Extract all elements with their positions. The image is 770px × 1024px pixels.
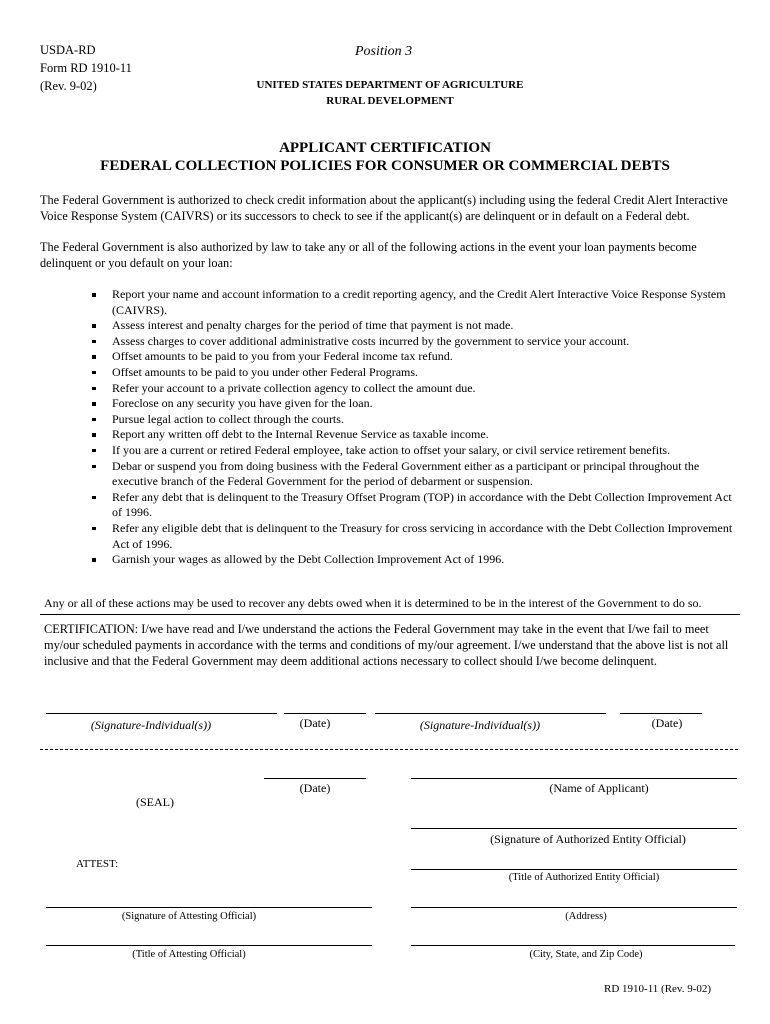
name-of-applicant-line[interactable] — [411, 778, 737, 779]
address-label: (Address) — [565, 911, 607, 922]
date-label-1: (Date) — [299, 716, 331, 730]
list-item: If you are a current or retired Federal employee, take action to offset your salary, or civil service retirement benefits. — [88, 443, 738, 459]
signature-individual-line-1[interactable] — [46, 713, 277, 714]
list-item: Offset amounts to be paid to you under other Federal Programs. — [88, 365, 738, 381]
title-authorized-official-line[interactable] — [411, 869, 737, 870]
credit-check-paragraph: The Federal Government is authorized to check credit information about the applicant(s) including using the federal Credit Alert Interactive Voice Response System (CAIVRS) or its successors to check to see if the applicant(s) are delinquent or in default on a Federal debt. — [40, 193, 728, 223]
date-line-1[interactable] — [284, 713, 366, 714]
page-subtitle: FEDERAL COLLECTION POLICIES FOR CONSUMER OR COMMERCIAL DEBTS — [100, 158, 670, 174]
list-item: Refer your account to a private collection agency to collect the amount due. — [88, 381, 738, 397]
signature-individual-label-2: (Signature-Individual(s)) — [419, 718, 541, 732]
certification-statement: CERTIFICATION: I/we have read and I/we understand the actions the Federal Government may take in the event that I/we fail to meet my/our scheduled payments in accordance with the terms and conditions of my/our agreement. I/we understand that the above list is not all inclusive and that the Federal Government may deem additional actions necessary to collect should I/we become delinquent. — [44, 622, 729, 668]
page-title: APPLICANT CERTIFICATION — [279, 140, 491, 156]
list-item: Pursue legal action to collect through the courts. — [88, 412, 738, 428]
signature-attesting-official-line[interactable] — [46, 907, 372, 908]
name-of-applicant-label: (Name of Applicant) — [549, 781, 649, 795]
list-item: Assess interest and penalty charges for the period of time that payment is not made. — [88, 318, 738, 334]
title-authorized-official-label: (Title of Authorized Entity Official) — [508, 872, 660, 883]
list-item: Assess charges to cover additional administrative costs incurred by the government to service your account. — [88, 334, 738, 350]
list-item: Garnish your wages as allowed by the Debt Collection Improvement Act of 1996. — [88, 552, 738, 568]
form-footer: RD 1910-11 (Rev. 9-02) — [604, 983, 712, 995]
date-line-2[interactable] — [620, 713, 702, 714]
list-item: Refer any debt that is delinquent to the Treasury Offset Program (TOP) in accordance with the Debt Collection Improvement Act of 1996. — [88, 490, 738, 521]
list-item: Report any written off debt to the Internal Revenue Service as taxable income. — [88, 427, 738, 443]
division-name: RURAL DEVELOPMENT — [326, 95, 454, 107]
date-line-3[interactable] — [264, 778, 366, 779]
list-item: Offset amounts to be paid to you from your Federal income tax refund. — [88, 349, 738, 365]
form-number: Form RD 1910-11 — [40, 61, 132, 75]
list-item: Foreclose on any security you have given for the loan. — [88, 396, 738, 412]
department-name: UNITED STATES DEPARTMENT OF AGRICULTURE — [256, 79, 524, 91]
signature-attesting-official-label: (Signature of Attesting Official) — [121, 911, 257, 922]
title-attesting-official-label: (Title of Attesting Official) — [132, 949, 246, 960]
form-revision: (Rev. 9-02) — [40, 79, 97, 93]
actions-list — [88, 287, 738, 568]
date-label-2: (Date) — [651, 716, 683, 730]
recovery-note: Any or all of these actions may be used to recover any debts owed when it is determined to be in the interest of the Government to do so. — [44, 596, 702, 610]
form-agency: USDA-RD — [40, 43, 96, 57]
address-line[interactable] — [411, 907, 737, 908]
city-state-zip-label: (City, State, and Zip Code) — [529, 949, 643, 960]
list-item: Report your name and account information to a credit reporting agency, and the Credit Alert Interactive Voice Response System (CAIVRS). — [88, 287, 738, 318]
signature-authorized-official-line[interactable] — [411, 828, 737, 829]
seal-label: (SEAL) — [136, 795, 174, 809]
signature-authorized-official-label: (Signature of Authorized Entity Official) — [490, 832, 686, 846]
list-item: Refer any eligible debt that is delinquent to the Treasury for cross servicing in accordance with the Debt Collection Improvement Act of 1996. — [88, 521, 738, 552]
signature-individual-line-2[interactable] — [375, 713, 606, 714]
position-label: Position 3 — [355, 44, 413, 59]
divider-rule — [40, 614, 740, 615]
date-label-3: (Date) — [299, 781, 331, 795]
attest-label: ATTEST: — [76, 858, 119, 870]
list-item: Debar or suspend you from doing business with the Federal Government either as a participant or principal throughout the executive branch of the Federal Government for the period of debarment or suspension. — [88, 459, 738, 490]
signature-individual-label-1: (Signature-Individual(s)) — [90, 718, 212, 732]
dashed-separator — [40, 749, 738, 750]
title-attesting-official-line[interactable] — [46, 945, 372, 946]
city-state-zip-line[interactable] — [411, 945, 735, 946]
actions-intro-paragraph: The Federal Government is also authorized by law to take any or all of the following actions in the event your loan payments become delinquent or you default on your loan: — [40, 240, 697, 270]
